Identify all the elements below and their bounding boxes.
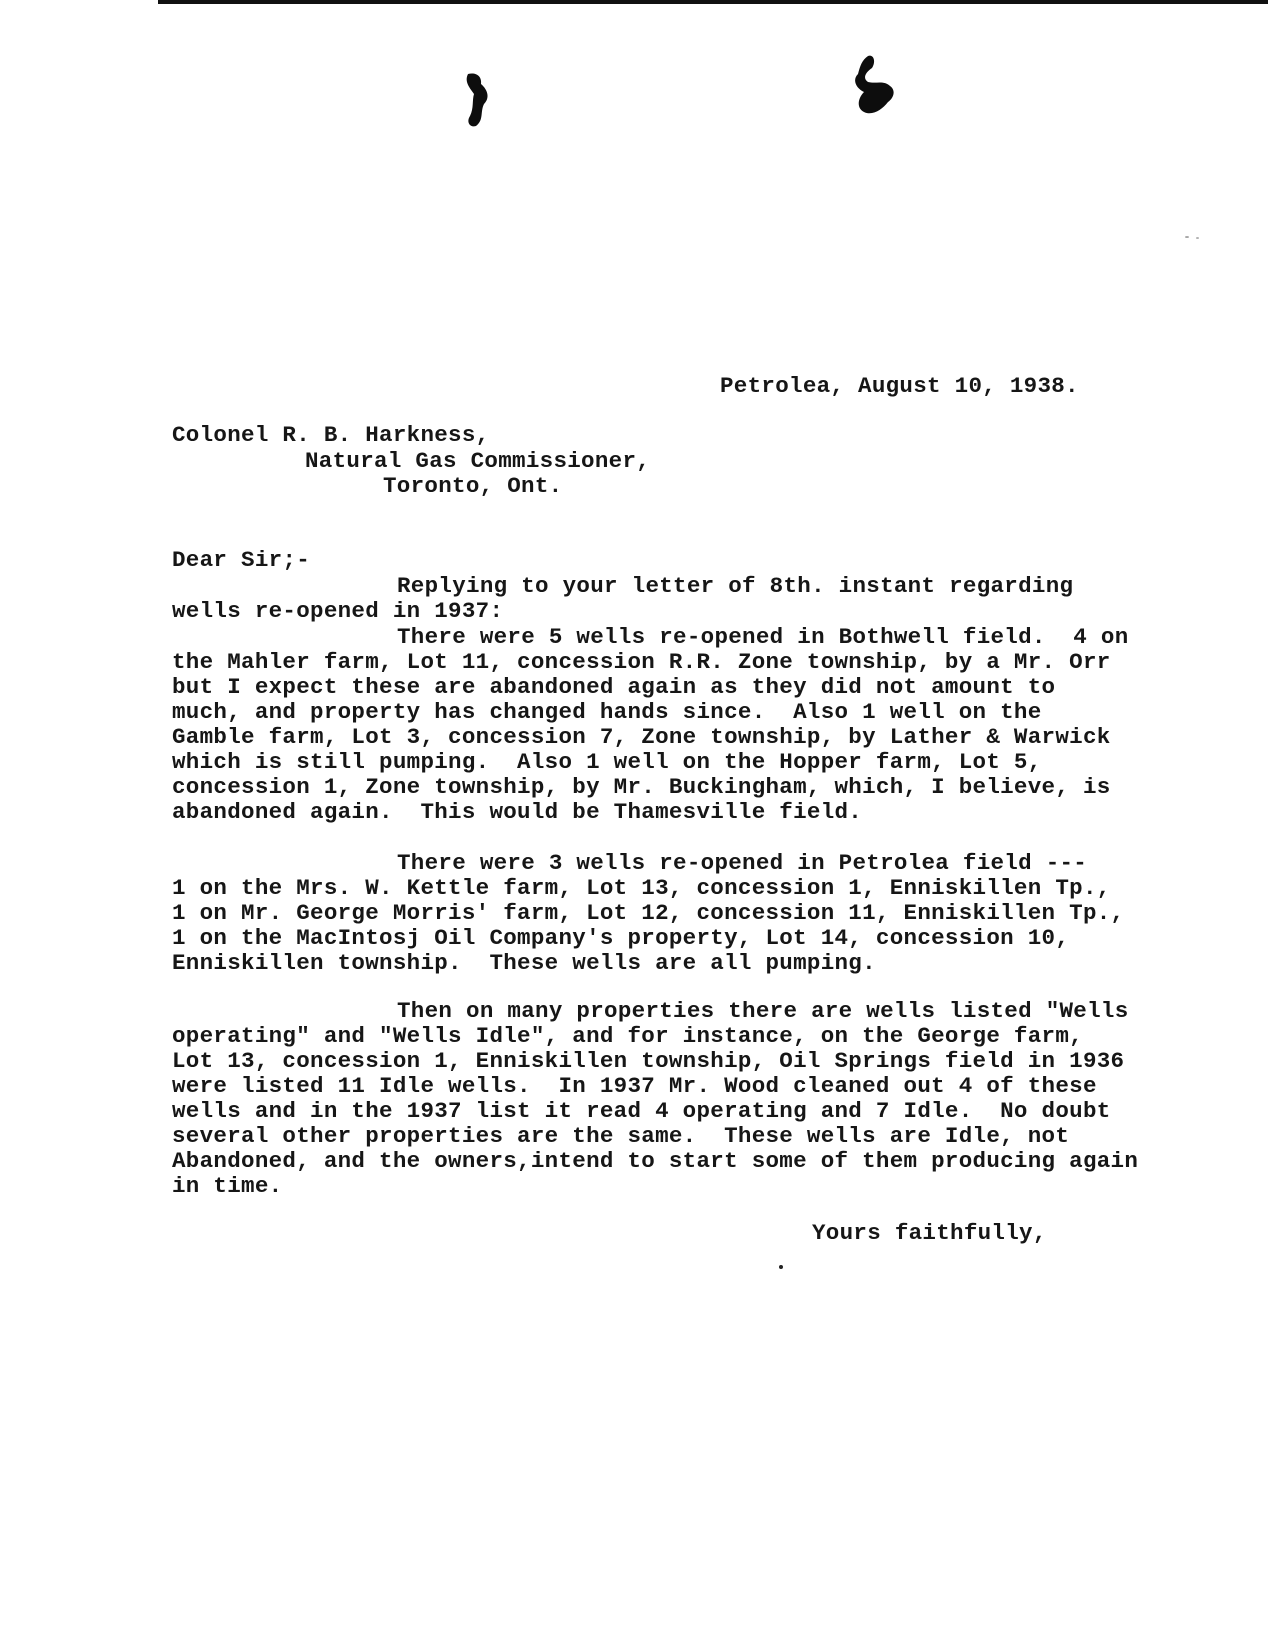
dateline: Petrolea, August 10, 1938. [720, 373, 1079, 399]
paragraph-line: in time. [172, 1173, 283, 1199]
paragraph-line: which is still pumping. Also 1 well on the Hopper farm, Lot 5, [172, 749, 1042, 775]
paragraph-line: 1 on the Mrs. W. Kettle farm, Lot 13, concession 1, Enniskillen Tp., [172, 875, 1111, 901]
closing: Yours faithfully, [812, 1220, 1047, 1246]
paragraph-line: 1 on the MacIntosj Oil Company's property, Lot 14, concession 10, [172, 925, 1070, 951]
punch-hole-right-mark [850, 52, 900, 122]
paragraph-line: but I expect these are abandoned again as they did not amount to [172, 674, 1056, 700]
paragraph-line: abandoned again. This would be Thamesville field. [172, 799, 863, 825]
paragraph-line: operating" and "Wells Idle", and for instance, on the George farm, [172, 1023, 1083, 1049]
paragraph-line: several other properties are the same. These wells are Idle, not [172, 1123, 1070, 1149]
scan-speck [1185, 236, 1189, 238]
paragraph-line: There were 3 wells re-opened in Petrolea field --- [397, 850, 1088, 876]
paragraph-line: wells and in the 1937 list it read 4 operating and 7 Idle. No doubt [172, 1098, 1111, 1124]
recipient-name: Colonel R. B. Harkness, [172, 422, 490, 448]
paragraph-line: Enniskillen township. These wells are all pumping. [172, 950, 876, 976]
paragraph-line: Replying to your letter of 8th. instant regarding [397, 573, 1074, 599]
paragraph-line: concession 1, Zone township, by Mr. Buckingham, which, I believe, is [172, 774, 1111, 800]
paragraph-line: were listed 11 Idle wells. In 1937 Mr. Wood cleaned out 4 of these [172, 1073, 1097, 1099]
scan-speck [779, 1265, 783, 1269]
paragraph-line: Then on many properties there are wells listed "Wells [397, 998, 1129, 1024]
paragraph-line: There were 5 wells re-opened in Bothwell field. 4 on [397, 624, 1129, 650]
recipient-location: Toronto, Ont. [383, 473, 563, 499]
paragraph-line: the Mahler farm, Lot 11, concession R.R. Zone township, by a Mr. Orr [172, 649, 1111, 675]
recipient-title: Natural Gas Commissioner, [305, 448, 651, 474]
salutation: Dear Sir;- [172, 547, 311, 573]
paragraph-line: Gamble farm, Lot 3, concession 7, Zone township, by Lather & Warwick [172, 724, 1111, 750]
paragraph-line: 1 on Mr. George Morris' farm, Lot 12, concession 11, Enniskillen Tp., [172, 900, 1125, 926]
paragraph-line: much, and property has changed hands since. Also 1 well on the [172, 699, 1042, 725]
scan-speck [1196, 237, 1199, 239]
punch-hole-left-mark [462, 70, 498, 130]
paragraph-line: wells re-opened in 1937: [172, 598, 504, 624]
paragraph-line: Abandoned, and the owners,intend to start some of them producing again [172, 1148, 1139, 1174]
paragraph-line: Lot 13, concession 1, Enniskillen township, Oil Springs field in 1936 [172, 1048, 1125, 1074]
top-border-rule [158, 0, 1268, 4]
